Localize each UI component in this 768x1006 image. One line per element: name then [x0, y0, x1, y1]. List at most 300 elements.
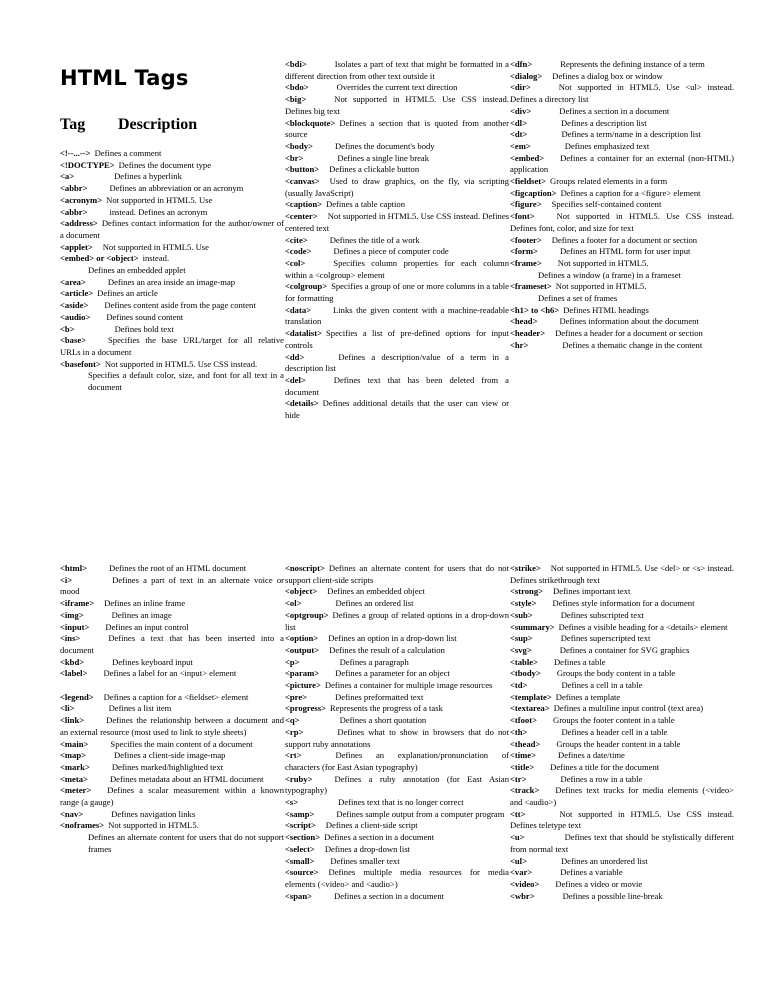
tag-name: <iframe>: [60, 598, 95, 609]
tag-entry: [285, 141, 509, 153]
tag-entry: [285, 891, 509, 903]
entry-spacer: [60, 680, 284, 692]
tag-name: <tt>: [510, 808, 526, 819]
tag-description: Defines information about the document: [559, 316, 699, 327]
tag-list-column-3: [510, 59, 734, 352]
tag-entry: [510, 176, 734, 188]
tag-description: Defines the relationship between a document and an external resource (most used to link to style sheets): [60, 715, 284, 737]
tag-description: Not supported in HTML5. Use CSS instead.: [104, 358, 258, 369]
tag-entry: [285, 59, 509, 82]
tag-name: <select>: [285, 843, 315, 854]
tag-name: <!DOCTYPE>: [60, 159, 115, 170]
tag-description: Defines a section in a document: [334, 890, 445, 901]
tag-entry: [60, 598, 284, 610]
tag-entry: [510, 328, 734, 340]
tag-name: <label>: [60, 668, 88, 679]
tag-entry: [285, 774, 509, 797]
tag-name: <button>: [285, 164, 320, 175]
tag-name: <kbd>: [60, 656, 85, 667]
tag-description: Defines a set of frames: [538, 293, 618, 304]
tag-description: Defines a section that is quoted from another source: [285, 117, 509, 140]
tag-description: Defines an input control: [105, 621, 189, 632]
tag-description: Groups the body content in a table: [556, 668, 676, 679]
tag-description: Not supported in HTML5. Use CSS instead. Defines teletype text: [510, 808, 734, 831]
tag-entry: [60, 359, 284, 371]
tag-description: Specifies a list of pre-defined options for input controls: [285, 328, 509, 350]
tag-description: Defines a hyperlink: [114, 171, 182, 182]
tag-name: <noframes>: [60, 820, 105, 831]
tag-description: Represents the defining instance of a term: [560, 59, 705, 69]
page-title: HTML Tags: [60, 66, 189, 90]
tag-entry: [60, 288, 284, 300]
tag-entry: [285, 832, 509, 844]
tag-description: Defines a label for an <input> element: [103, 668, 237, 679]
tag-entry: [285, 715, 509, 727]
tag-description: Defines a table: [553, 656, 606, 667]
tag-entry: [285, 199, 509, 211]
tag-entry: [60, 195, 284, 207]
tag-description: Defines text that is no longer correct: [338, 797, 464, 808]
tag-name: <dfn>: [510, 59, 533, 69]
tag-entry: [60, 750, 284, 762]
tag-entry: [60, 657, 284, 669]
tag-description: Not supported in HTML5. Use <del> or <s> instead. Defines strikethrough text: [510, 563, 734, 585]
tag-entry: [510, 305, 734, 317]
tag-name: <dialog>: [510, 70, 543, 81]
tag-list-column-6: [510, 563, 734, 902]
tag-description: Defines multiple media resources for media elements (<video> and <audio>): [285, 867, 509, 889]
tag-entry: [285, 610, 509, 633]
tag-name: <sup>: [510, 633, 533, 644]
tag-entry: [510, 750, 734, 762]
tag-entry: [285, 692, 509, 704]
tag-description: Defines navigation links: [111, 808, 196, 819]
tag-description: Defines preformatted text: [335, 691, 424, 702]
tag-entry: [510, 809, 734, 832]
tag-description: Defines emphasized text: [564, 140, 650, 151]
tag-name: <noscript>: [285, 563, 325, 573]
tag-name: <title>: [510, 761, 535, 772]
tag-name: <footer>: [510, 234, 542, 245]
tag-entry: [510, 633, 734, 645]
tag-name: <frameset>: [510, 281, 552, 292]
tag-description: Links the given content with a machine-readable translation: [285, 304, 509, 327]
tag-entry: [60, 253, 284, 265]
tag-name: <embed>: [510, 152, 545, 163]
tag-name: <fieldset>: [510, 176, 547, 187]
tag-description: Defines a table caption: [326, 199, 405, 210]
tag-name: <col>: [285, 257, 306, 268]
tag-entry: [285, 856, 509, 868]
tag-description: Defines a footer for a document or section: [551, 234, 698, 245]
tag-description: Defines important text: [553, 586, 631, 597]
tag-name: <tr>: [510, 773, 527, 784]
tag-name: <figcaption>: [510, 187, 557, 198]
tag-description: Defines a visible heading for a <details> element: [558, 621, 728, 632]
tag-name: <base>: [60, 335, 87, 346]
tag-description: Defines bold text: [114, 323, 174, 334]
tag-name: <summary>: [510, 621, 555, 632]
tag-name: <meta>: [60, 773, 88, 784]
tag-name: <samp>: [285, 808, 315, 819]
tag-name: <ruby>: [285, 773, 313, 784]
tag-entry: [510, 668, 734, 680]
tag-entry: [510, 762, 734, 774]
tag-description: Specifies self-contained content: [551, 199, 662, 210]
tag-description: Not supported in HTML5. Use: [102, 241, 209, 252]
tag-column-header: Tag: [60, 116, 86, 133]
tag-description: Defines a single line break: [337, 152, 430, 163]
tag-entry: [510, 774, 734, 786]
tag-entry: [510, 316, 734, 328]
tag-description: Defines an alternate content for users that do not support client-side scripts: [285, 563, 509, 585]
tag-name: <q>: [285, 715, 300, 726]
tag-entry: [285, 680, 509, 692]
tag-description: instead. Defines an acronym: [109, 206, 208, 217]
tag-entry: [510, 340, 734, 352]
tag-name: <data>: [285, 304, 312, 315]
tag-description: Defines a scalar measurement within a known range (a gauge): [60, 785, 284, 808]
tag-description: Defines a description list: [560, 117, 647, 128]
tag-entry: [285, 176, 509, 199]
tag-entry: [510, 270, 734, 282]
tag-name: <frame>: [510, 257, 542, 268]
tag-entry: [285, 750, 509, 773]
tag-entry: [60, 563, 284, 575]
tag-description: Defines superscripted text: [560, 633, 651, 644]
tag-name: <canvas>: [285, 176, 320, 187]
tag-description: Isolates a part of text that might be formatted in a different direction from other text outside it: [285, 59, 509, 81]
tag-description: Not supported in HTML5. Use: [106, 194, 213, 205]
tag-description: Defines a comment: [94, 148, 162, 158]
tag-name: <blockquote>: [285, 117, 336, 128]
tag-description: Defines an embedded applet: [88, 265, 186, 276]
tag-name: <head>: [510, 316, 538, 327]
tag-description: Not supported in HTML5. Use CSS instead. Defines big text: [285, 94, 509, 116]
tag-description: Defines a container for SVG graphics: [559, 644, 690, 655]
tag-entry: [285, 668, 509, 680]
tag-name: <big>: [285, 94, 307, 105]
tag-description: Defines a container for an external (non-HTML) application: [510, 152, 734, 175]
tag-name: <s>: [285, 797, 299, 808]
tag-description: Defines a possible line-break: [562, 890, 663, 901]
tag-description: Defines a short quotation: [339, 715, 427, 726]
tag-entry: [510, 106, 734, 118]
tag-name: <acronym>: [60, 194, 103, 205]
tag-entry: [510, 153, 734, 176]
tag-name: <legend>: [60, 691, 94, 702]
tag-entry: [60, 739, 284, 751]
tag-entry: [60, 207, 284, 219]
tag-description: Defines an embedded object: [327, 586, 425, 597]
tag-entry: [285, 867, 509, 890]
tag-name: <ins>: [60, 633, 81, 644]
tag-description: Defines a group of related options in a drop-down list: [285, 609, 509, 632]
tag-name: <img>: [60, 609, 84, 620]
tag-description: Defines style information for a document: [552, 598, 695, 609]
tag-name: <code>: [285, 246, 312, 257]
tag-entry: [60, 832, 284, 855]
tag-name: <ol>: [285, 598, 302, 609]
tag-entry: [510, 211, 734, 234]
tag-name: <strike>: [510, 563, 541, 573]
tag-name: <track>: [510, 785, 540, 796]
tag-description: Defines a paragraph: [339, 656, 409, 667]
tag-name: <thead>: [510, 738, 541, 749]
tag-description: Defines smaller text: [330, 855, 400, 866]
tag-description: Defines an unordered list: [560, 855, 648, 866]
tag-entry: [60, 171, 284, 183]
tag-description: Defines a caption for a <fieldset> element: [103, 691, 249, 702]
tag-entry: [60, 370, 284, 393]
tag-name: <address>: [60, 218, 98, 229]
tag-entry: [60, 692, 284, 704]
tag-description: Defines marked/highlighted text: [111, 761, 224, 772]
tag-description: Defines an abbreviation or an acronym: [109, 183, 244, 194]
tag-description: Defines a row in a table: [560, 773, 643, 784]
tag-entry: [60, 335, 284, 358]
tag-description: Defines an alternate content for users that do not support frames: [88, 832, 284, 854]
tag-name: <input>: [60, 621, 90, 632]
tag-name: <form>: [510, 246, 538, 257]
tag-name: <tbody>: [510, 668, 541, 679]
tag-name: <output>: [285, 644, 320, 655]
tag-name: <rt>: [285, 750, 302, 761]
tag-name: <source>: [285, 867, 319, 878]
tag-entry: [510, 59, 734, 71]
tag-name: <section>: [285, 832, 321, 843]
tag-entry: [60, 774, 284, 786]
tag-description: Defines a piece of computer code: [333, 246, 449, 257]
tag-name: <dd>: [285, 351, 305, 362]
tag-description: Defines subscripted text: [560, 609, 644, 620]
tag-entry: [510, 610, 734, 622]
tag-entry: [285, 809, 509, 821]
tag-entry: [510, 739, 734, 751]
tag-name: <time>: [510, 750, 537, 761]
tag-description: Defines a thematic change in the content: [562, 339, 703, 350]
tag-entry: [285, 94, 509, 117]
tag-description: Defines a date/time: [558, 750, 625, 761]
tag-description: Specifies the main content of a document: [110, 738, 253, 749]
tag-name: <details>: [285, 398, 319, 409]
tag-name: <abbr>: [60, 206, 88, 217]
tag-name: <hr>: [510, 339, 529, 350]
tag-name: <div>: [510, 105, 532, 116]
tag-entry: [510, 258, 734, 270]
tag-description: Used to draw graphics, on the fly, via scripting (usually JavaScript): [285, 176, 509, 198]
tag-name: <caption>: [285, 199, 323, 210]
tag-description: Defines text that should be stylistically different from normal text: [510, 832, 734, 854]
tag-description: instead.: [142, 253, 170, 264]
tag-entry: [510, 199, 734, 211]
tag-description: Defines an explanation/pronunciation of characters (for East Asian typography): [285, 750, 509, 772]
tag-description: Specifies column properties for each column within a <colgroup> element: [285, 257, 509, 280]
tag-name: <span>: [285, 890, 312, 901]
tag-entry: [510, 832, 734, 855]
tag-entry: [60, 703, 284, 715]
tag-entry: [285, 305, 509, 328]
tag-entry: [285, 375, 509, 398]
tag-name: <progress>: [285, 703, 326, 714]
tag-name: <center>: [285, 211, 318, 222]
tag-entry: [510, 563, 734, 586]
tag-name: <dl>: [510, 117, 527, 128]
tag-description: Not supported in HTML5.: [555, 281, 647, 292]
tag-entry: [510, 680, 734, 692]
tag-name: <video>: [510, 878, 540, 889]
tag-description: Specifies a group of one or more columns in a table for formatting: [285, 281, 509, 304]
tag-name: <basefont>: [60, 358, 101, 369]
tag-description: Defines text tracks for media elements (<video> and <audio>): [510, 785, 734, 808]
tag-name: <del>: [285, 374, 306, 385]
tag-description: Defines what to show in browsers that do not support ruby annotations: [285, 726, 509, 749]
tag-name: <cite>: [285, 234, 308, 245]
tag-entry: [285, 164, 509, 176]
tag-name: <embed> or <object>: [60, 253, 139, 264]
tag-description: Defines a part of text in an alternate voice or mood: [60, 574, 284, 597]
tag-name: <bdi>: [285, 59, 307, 69]
tag-entry: [510, 867, 734, 879]
tag-entry: [510, 235, 734, 247]
tag-entry: [60, 715, 284, 738]
tag-entry: [285, 645, 509, 657]
tag-description: Defines an HTML form for user input: [559, 246, 691, 257]
tag-entry: [285, 258, 509, 281]
tag-name: <a>: [60, 171, 75, 182]
tag-entry: [60, 809, 284, 821]
tag-name: <!--...-->: [60, 148, 91, 158]
tag-entry: [60, 242, 284, 254]
tag-description: Defines a text that has been inserted into a document: [60, 633, 284, 655]
tag-entry: [510, 856, 734, 868]
tag-entry: [285, 352, 509, 375]
tag-name: <i>: [60, 574, 73, 585]
tag-entry: [510, 785, 734, 808]
tag-entry: [285, 281, 509, 304]
tag-entry: [285, 586, 509, 598]
tag-description: Defines an option in a drop-down list: [328, 633, 457, 644]
tag-entry: [285, 633, 509, 645]
tag-entry: [285, 118, 509, 141]
tag-description: Defines sound content: [106, 311, 184, 322]
tag-list-column-4: [60, 563, 284, 856]
tag-entry: [510, 703, 734, 715]
tag-name: <meter>: [60, 785, 92, 796]
tag-description: Defines a header cell in a table: [561, 726, 668, 737]
tag-entry: [510, 645, 734, 657]
tag-description: Defines a caption for a <figure> element: [560, 187, 701, 198]
tag-entry: [60, 633, 284, 656]
tag-entry: [285, 797, 509, 809]
tag-description: Defines a client-side script: [325, 820, 418, 831]
tag-description: Defines a title for the document: [550, 761, 660, 772]
tag-description: Defines the document's body: [334, 140, 435, 151]
tag-entry: [510, 129, 734, 141]
tag-name: <u>: [510, 832, 525, 843]
tag-description: Defines a client-side image-map: [114, 750, 226, 761]
tag-name: <tfoot>: [510, 715, 537, 726]
tag-name: <ul>: [510, 855, 527, 866]
tag-entry: [285, 598, 509, 610]
tag-description: Defines a description/value of a term in a description list: [285, 351, 509, 374]
tag-name: <em>: [510, 140, 531, 151]
tag-description: Defines a term/name in a description list: [561, 129, 701, 140]
tag-entry: [510, 879, 734, 891]
tag-description: Defines a dialog box or window: [552, 70, 663, 81]
tag-name: <template>: [510, 691, 552, 702]
tag-name: <strong>: [510, 586, 544, 597]
tag-description: Defines an image: [111, 609, 172, 620]
tag-entry: [60, 820, 284, 832]
tag-name: <th>: [510, 726, 528, 737]
tag-name: <bdo>: [285, 82, 309, 93]
tag-description: Defines a list item: [108, 703, 172, 714]
tag-entry: [60, 785, 284, 808]
tag-entry: [285, 328, 509, 351]
tag-description: Defines a template: [555, 691, 621, 702]
tag-description: Specifies the base URL/target for all relative URLs in a document: [60, 335, 284, 357]
tag-description: Defines a cell in a table: [561, 680, 643, 691]
tag-name: <datalist>: [285, 328, 323, 339]
tag-description: Defines an area inside an image-map: [107, 276, 236, 287]
tag-list-column-5: [285, 563, 509, 902]
tag-name: <small>: [285, 855, 315, 866]
tag-description: Defines metadata about an HTML document: [109, 773, 264, 784]
tag-entry: [510, 727, 734, 739]
tag-name: <applet>: [60, 241, 93, 252]
tag-name: <td>: [510, 680, 528, 691]
tag-description: Defines the root of an HTML document: [108, 563, 247, 573]
tag-entry: [510, 692, 734, 704]
tag-name: <pre>: [285, 691, 308, 702]
tag-entry: [285, 820, 509, 832]
tag-entry: [60, 218, 284, 241]
tag-description: Not supported in HTML5. Use CSS instead. Defines font, color, and size for text: [510, 211, 734, 233]
tag-description: Defines a video or movie: [555, 878, 643, 889]
tag-entry: [285, 563, 509, 586]
tag-entry: [60, 300, 284, 312]
tag-name: <picture>: [285, 680, 321, 691]
tag-name: <li>: [60, 703, 75, 714]
tag-entry: [60, 265, 284, 277]
tag-description: Not supported in HTML5. Use <ul> instead. Defines a directory list: [510, 82, 734, 105]
tag-description: Defines an ordered list: [335, 598, 414, 609]
tag-name: <dt>: [510, 129, 528, 140]
tag-name: <audio>: [60, 311, 91, 322]
tag-description: Defines a clickable button: [329, 164, 420, 175]
tag-description: Defines a window (a frame) in a frameset: [538, 269, 681, 280]
tag-name: <abbr>: [60, 183, 88, 194]
tag-description: Defines an article: [97, 288, 158, 299]
tag-name: <table>: [510, 656, 538, 667]
tag-description: Overrides the current text direction: [336, 82, 458, 93]
tag-list-column-2: [285, 59, 509, 422]
tag-entry: [510, 188, 734, 200]
tag-description: Defines a ruby annotation (for East Asian typography): [285, 773, 509, 796]
tag-name: <area>: [60, 276, 86, 287]
tag-name: <object>: [285, 586, 318, 597]
tag-name: <body>: [285, 140, 313, 151]
tag-entry: [510, 293, 734, 305]
tag-entry: [60, 160, 284, 172]
tag-entry: [510, 891, 734, 903]
tag-entry: [285, 657, 509, 669]
tag-entry: [60, 610, 284, 622]
tag-name: <optgroup>: [285, 609, 329, 620]
tag-name: <textarea>: [510, 703, 550, 714]
tag-name: <script>: [285, 820, 316, 831]
